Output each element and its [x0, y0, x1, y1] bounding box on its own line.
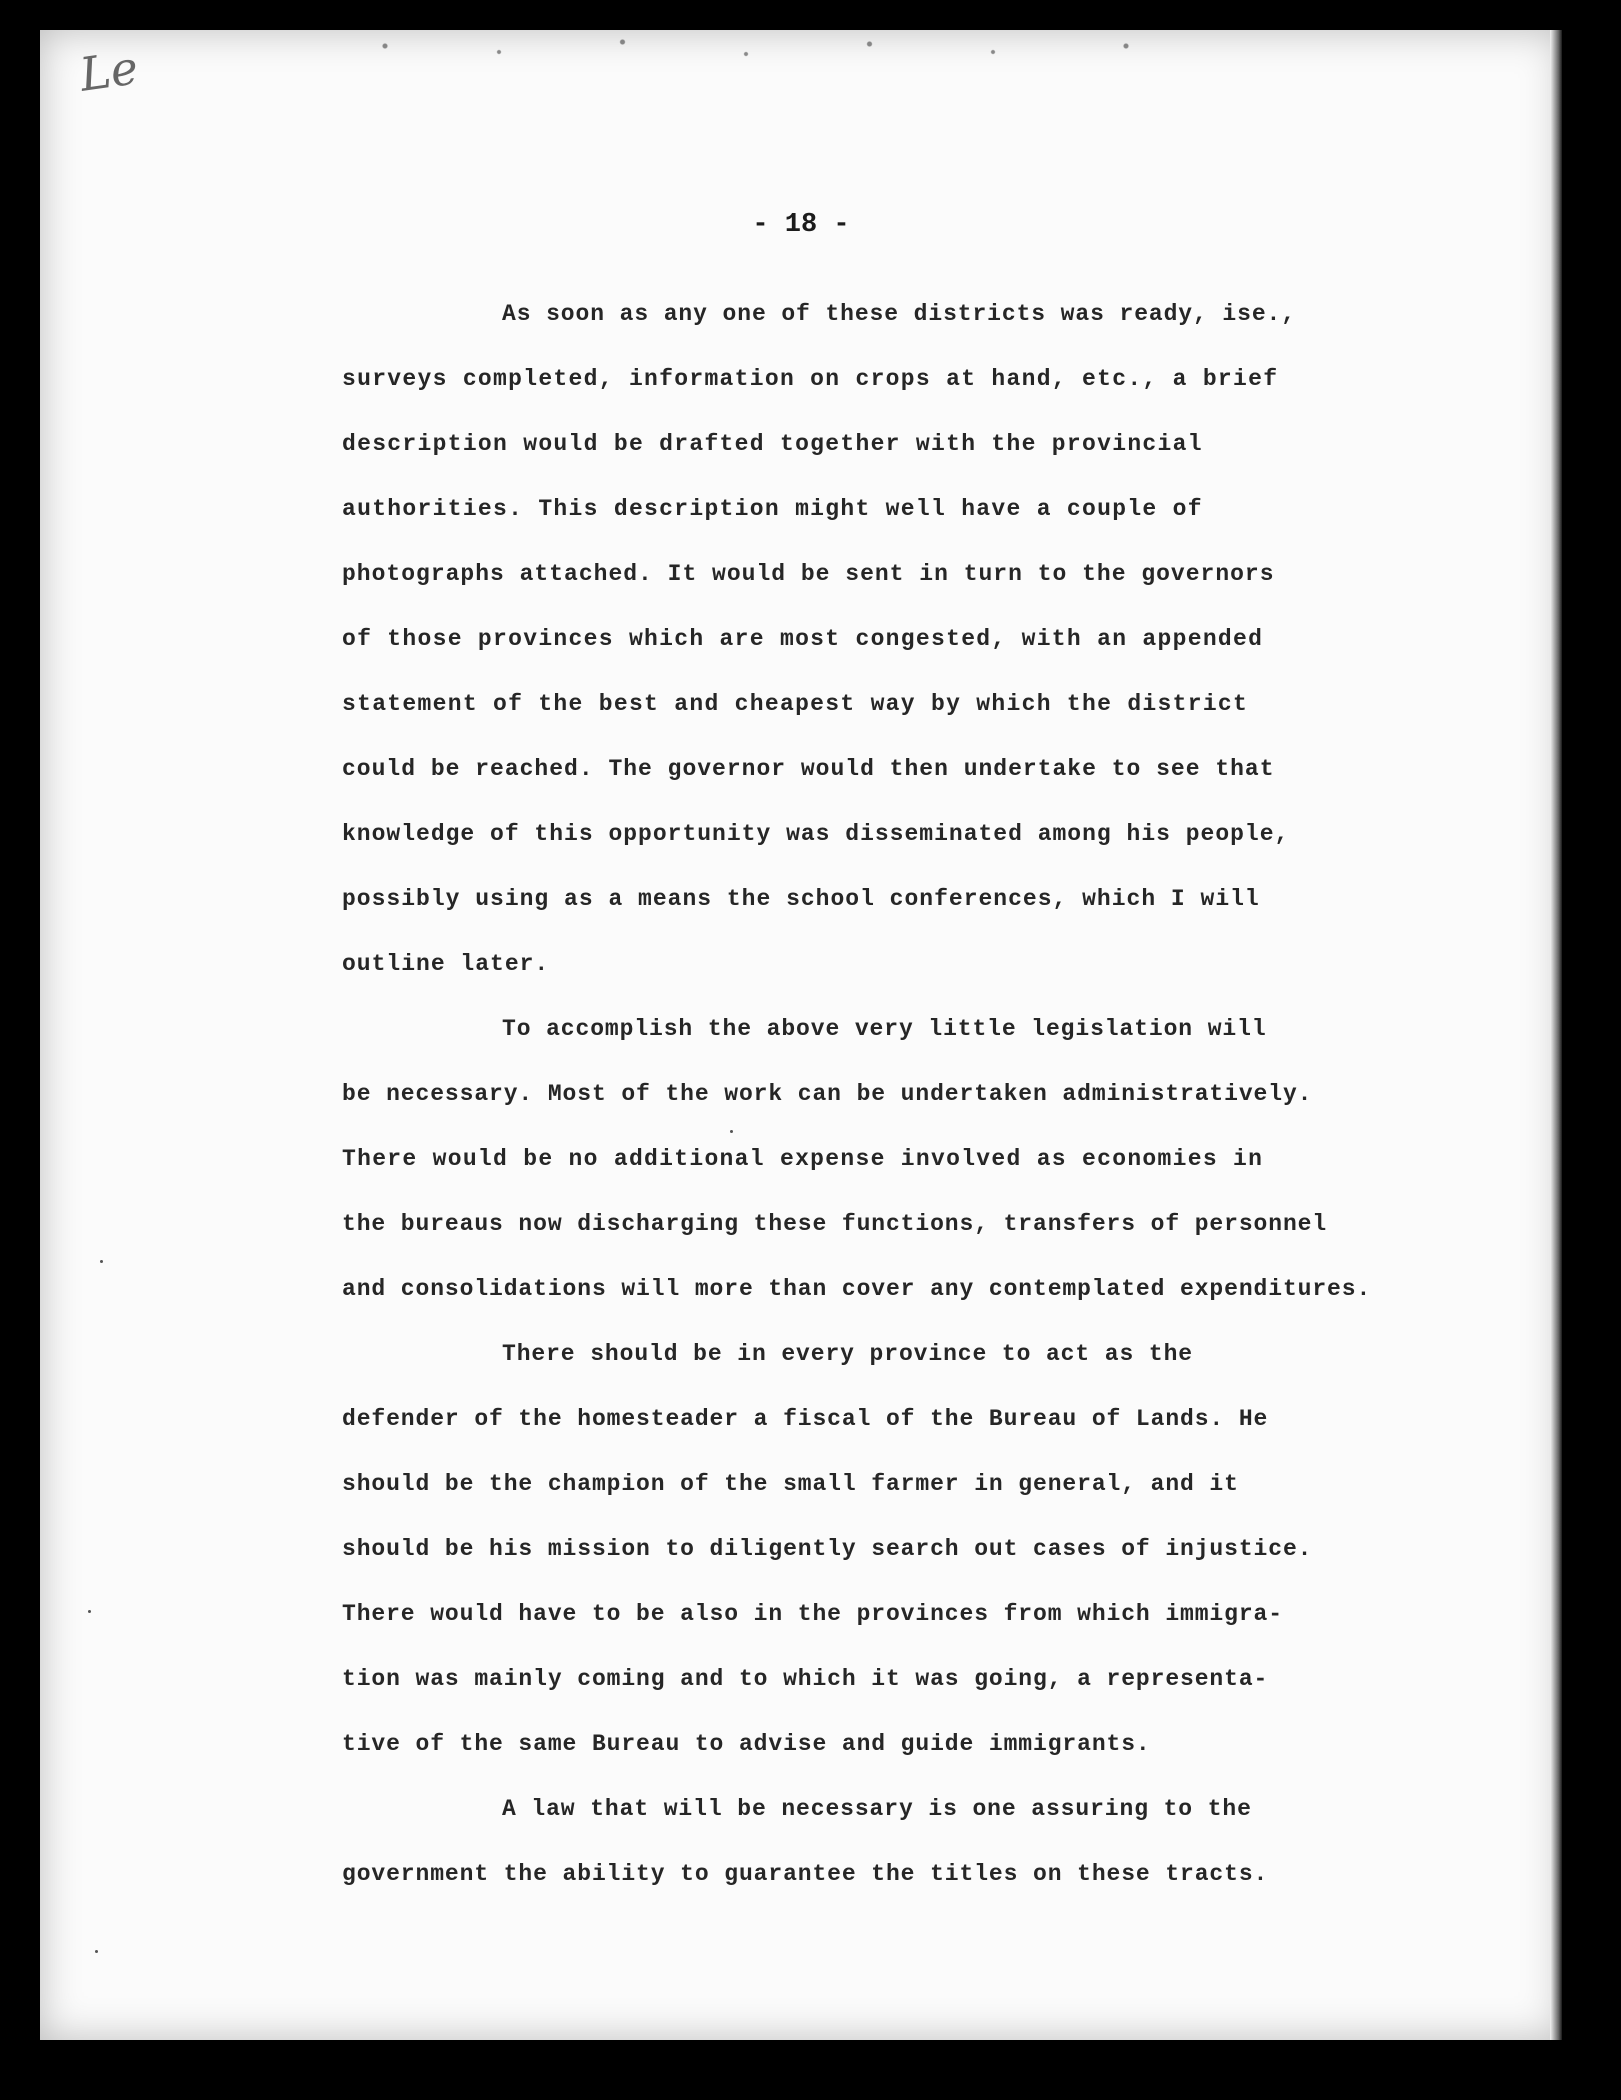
text-line-10: possibly using as a means the school conferences, which I will [342, 886, 1260, 912]
text-line-16: and consolidations will more than cover any contemplated expenditures. [342, 1276, 1372, 1302]
text-line-3: description would be drafted together with the provincial [342, 431, 1203, 457]
text-line-14: There would be no additional expense involved as economies in [342, 1146, 1264, 1172]
text-line-17: There should be in every province to act as the [502, 1341, 1194, 1367]
text-line-1: As soon as any one of these districts was ready, ise., [502, 301, 1296, 327]
text-line-25: government the ability to guarantee the titles on these tracts. [342, 1861, 1269, 1887]
text-line-20: should be his mission to diligently search out cases of injustice. [342, 1536, 1313, 1562]
text-line-21: There would have to be also in the provinces from which immigra- [342, 1601, 1283, 1627]
text-line-6: of those provinces which are most congested, with an appended [342, 626, 1264, 652]
scan-speck [730, 1130, 733, 1133]
scan-speck [88, 1610, 91, 1613]
scan-speck [100, 1260, 103, 1263]
text-line-4: authorities. This description might well have a couple of [342, 496, 1203, 522]
text-line-18: defender of the homesteader a fiscal of the Bureau of Lands. He [342, 1406, 1269, 1432]
scan-artifacts [290, 30, 1240, 70]
text-line-24: A law that will be necessary is one assuring to the [502, 1796, 1252, 1822]
text-line-13: be necessary. Most of the work can be undertaken administratively. [342, 1081, 1313, 1107]
text-line-5: photographs attached. It would be sent in turn to the governors [342, 561, 1275, 587]
document-page [40, 30, 1562, 2040]
handwritten-corner-mark: Le [76, 40, 142, 102]
scan-speck [95, 1950, 98, 1953]
text-line-15: the bureaus now discharging these functions, transfers of personnel [342, 1211, 1328, 1237]
page-edge [1550, 30, 1562, 2040]
text-line-9: knowledge of this opportunity was disseminated among his people, [342, 821, 1290, 847]
typed-body-text [342, 282, 1502, 1907]
text-line-11: outline later. [342, 951, 550, 977]
text-line-19: should be the champion of the small farmer in general, and it [342, 1471, 1239, 1497]
text-line-12: To accomplish the above very little legislation will [502, 1016, 1267, 1042]
text-line-8: could be reached. The governor would then undertake to see that [342, 756, 1275, 782]
text-line-23: tive of the same Bureau to advise and guide immigrants. [342, 1731, 1151, 1757]
text-line-7: statement of the best and cheapest way by which the district [342, 691, 1249, 717]
text-line-2: surveys completed, information on crops at hand, etc., a brief [342, 366, 1279, 392]
text-line-22: tion was mainly coming and to which it was going, a representa- [342, 1666, 1269, 1692]
page-number: - 18 - [752, 210, 850, 240]
